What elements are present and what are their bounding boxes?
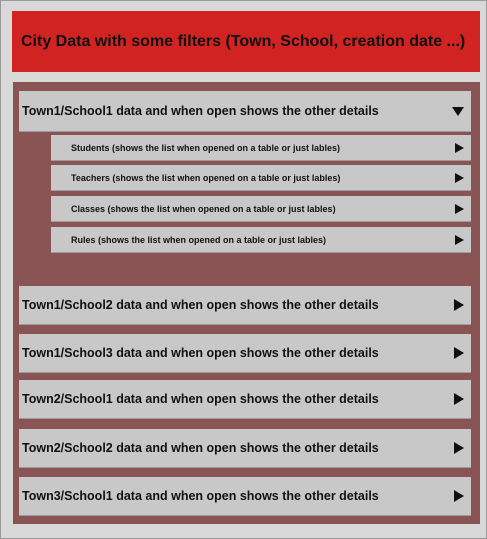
accordion-row-town2-school1[interactable]	[19, 380, 471, 419]
header-bar	[12, 11, 480, 72]
triangle-right-icon[interactable]	[451, 392, 465, 406]
sub-item-label: Teachers (shows the list when opened on a table or just lables)	[71, 172, 341, 183]
accordion-row-town3-school1[interactable]	[19, 477, 471, 516]
accordion-row-town1-school2[interactable]	[19, 286, 471, 325]
sub-item-label: Classes (shows the list when opened on a table or just lables)	[71, 203, 336, 214]
triangle-right-icon[interactable]	[451, 346, 465, 360]
triangle-right-icon[interactable]	[453, 234, 465, 246]
triangle-right-icon[interactable]	[453, 172, 465, 184]
accordion-row-town1-school1[interactable]	[19, 91, 471, 132]
accordion-row-town1-school3[interactable]	[19, 334, 471, 373]
sub-item-label: Rules (shows the list when opened on a table or just lables)	[71, 234, 327, 245]
row-label: Town2/School2 data and when open shows the other details	[22, 441, 379, 455]
triangle-right-icon[interactable]	[451, 298, 465, 312]
row-label: Town3/School1 data and when open shows the other details	[22, 489, 379, 503]
accordion-row-town2-school2[interactable]	[19, 429, 471, 468]
accordion-panel	[13, 82, 480, 524]
triangle-right-icon[interactable]	[453, 142, 465, 154]
sub-item-rules[interactable]	[51, 227, 471, 253]
triangle-right-icon[interactable]	[453, 203, 465, 215]
row-label: Town1/School3 data and when open shows the other details	[22, 346, 379, 360]
triangle-right-icon[interactable]	[451, 489, 465, 503]
sub-item-classes[interactable]	[51, 196, 471, 222]
page-title: City Data with some filters (Town, School, creation date ...)	[21, 32, 466, 50]
triangle-right-icon[interactable]	[451, 441, 465, 455]
row-label: Town1/School1 data and when open shows the other details	[22, 104, 379, 118]
row-label: Town1/School2 data and when open shows the other details	[22, 298, 379, 312]
row-label: Town2/School1 data and when open shows the other details	[22, 392, 379, 406]
triangle-down-icon[interactable]	[451, 104, 465, 118]
sub-item-teachers[interactable]	[51, 165, 471, 191]
sub-item-label: Students (shows the list when opened on a table or just lables)	[71, 142, 341, 153]
sub-item-students[interactable]	[51, 135, 471, 161]
